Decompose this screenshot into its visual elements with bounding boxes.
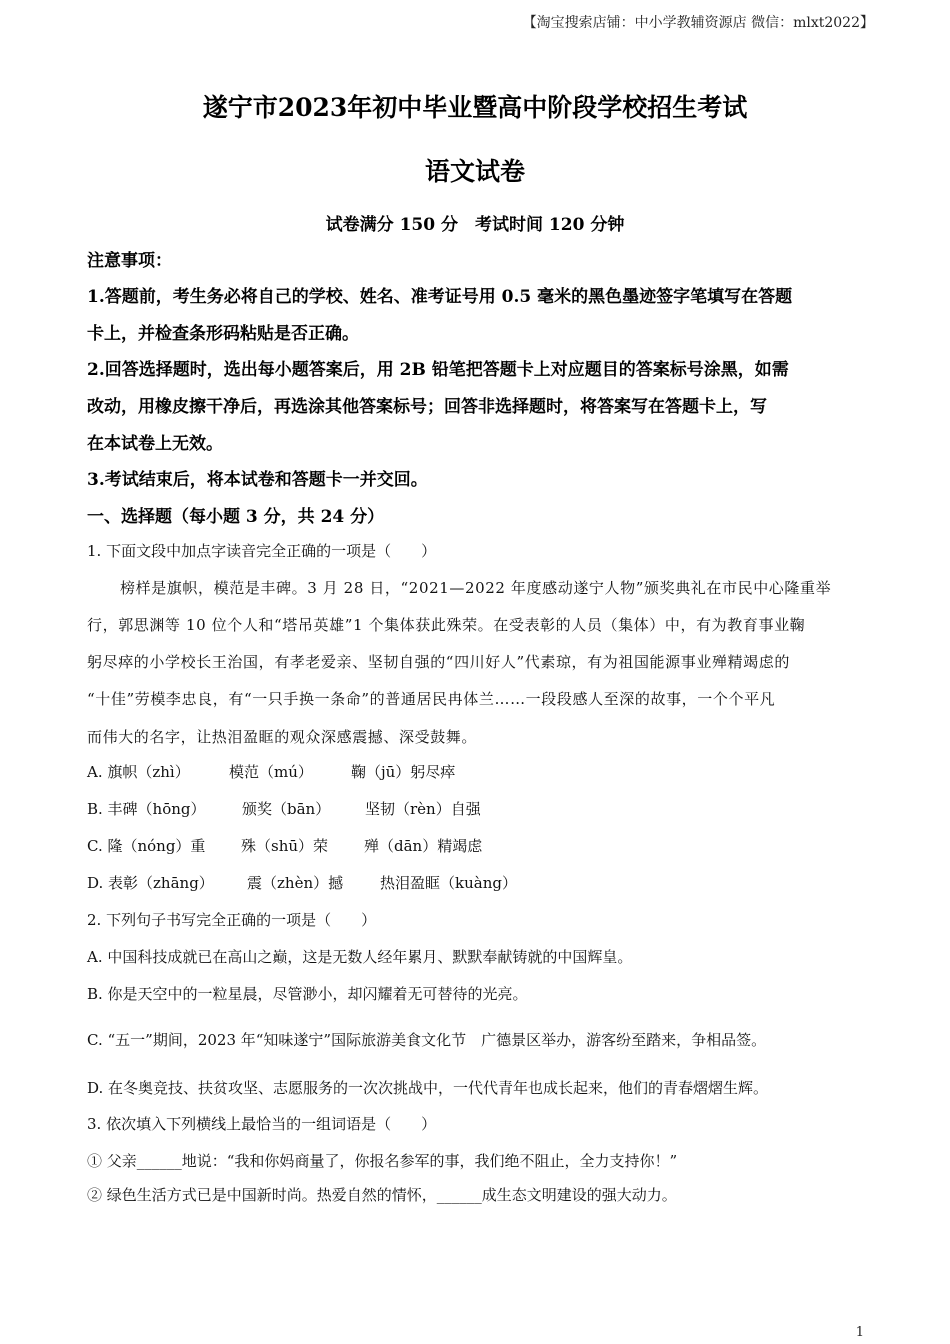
question-3-line-2: ② 绿色生活方式已是中国新时尚。热爱自然的情怀，______成生态文明建设的强大动力。 <box>87 1186 677 1204</box>
question-1-option-b <box>87 798 481 819</box>
option-part: C. 隆（nóng）重 <box>87 837 206 855</box>
option-part: 模范（mú） <box>229 763 313 781</box>
option-part: 殚（dān）精竭虑 <box>364 837 483 855</box>
exam-info: 试卷满分 150 分 考试时间 120 分钟 <box>325 215 625 235</box>
question-1-option-c <box>87 835 482 856</box>
option-part: A. 旗帜（zhì） <box>87 763 190 781</box>
question-1-stem: 1. 下面文段中加点字读音完全正确的一项是（ ） <box>87 542 437 560</box>
notice-line: 2.回答选择题时，选出每小题答案后，用 2B 铅笔把答题卡上对应题目的答案标号涂黑，如需 <box>87 360 789 380</box>
passage-line: 而伟大的名字，让热泪盈眶的观众深感震撼、深受鼓舞。 <box>87 728 478 746</box>
question-2-option-a: A. 中国科技成就已在高山之巅，这是无数人经年累月、默默奉献铸就的中国辉皇。 <box>87 948 633 966</box>
notice-line: 3.考试结束后，将本试卷和答题卡一并交回。 <box>87 470 428 490</box>
notice-line: 在本试卷上无效。 <box>87 434 223 454</box>
question-1-option-a <box>87 761 455 782</box>
page-number: 1 <box>855 1325 864 1340</box>
question-1-option-d <box>87 872 517 893</box>
question-2-option-c: C. “五一”期间，2023 年“知味遂宁”国际旅游美食文化节 广德景区举办，游客纷至踏来，争相品签。 <box>87 1031 767 1049</box>
option-part: B. 丰碑（hōng） <box>87 800 206 818</box>
option-part: 热泪盈眶（kuàng） <box>380 874 517 892</box>
exam-title: 遂宁市2023年初中毕业暨高中阶段学校招生考试 <box>202 93 748 122</box>
option-part: D. 表彰（zhāng） <box>87 874 214 892</box>
notice-line: 改动，用橡皮擦干净后，再选涂其他答案标号；回答非选择题时，将答案写在答题卡上，写 <box>87 397 767 417</box>
question-2-option-d: D. 在冬奥竞技、扶贫攻坚、志愿服务的一次次挑战中，一代代青年也成长起来，他们的青春熠熠生辉。 <box>87 1079 769 1097</box>
option-part: 震（zhèn）撼 <box>247 874 344 892</box>
question-3-stem: 3. 依次填入下列横线上最恰当的一组词语是（ ） <box>87 1115 437 1133</box>
header-note: 【淘宝搜索店铺：中小学教辅资源店 微信：mlxt2022】 <box>522 15 874 31</box>
passage-line: “十佳”劳模李忠良，有“一只手换一条命”的普通居民冉体兰……一段段感人至深的故事，一个个平凡 <box>87 690 776 708</box>
option-part: 殊（shū）荣 <box>241 837 329 855</box>
option-part: 颁奖（bān） <box>242 800 331 818</box>
notice-line: 卡上，并检查条形码粘贴是否正确。 <box>87 324 359 344</box>
notice-heading: 注意事项： <box>87 251 172 271</box>
notice-line: 1.答题前，考生务必将自己的学校、姓名、准考证号用 0.5 毫米的黑色墨迹签字笔填写在答题 <box>87 287 793 307</box>
question-2-option-b: B. 你是天空中的一粒星晨，尽管渺小，却闪耀着无可替待的光亮。 <box>87 985 528 1003</box>
passage-line: 榜样是旗帜，模范是丰碑。3 月 28 日，“2021—2022 年度感动遂宁人物”颁奖典礼在市民中心隆重举 <box>120 579 832 597</box>
passage-line: 躬尽瘁的小学校长王治国，有孝老爱亲、坚韧自强的“四川好人”代素琼，有为祖国能源事业殚精竭虑的 <box>87 653 790 671</box>
option-part: 坚韧（rèn）自强 <box>365 800 481 818</box>
question-3-line-1: ① 父亲______地说：“我和你妈商量了，你报名参军的事，我们绝不阻止，全力支持你！” <box>87 1152 678 1170</box>
option-part: 鞠（jū）躬尽瘁 <box>351 763 456 781</box>
exam-subtitle: 语文试卷 <box>424 157 525 186</box>
passage-line: 行，郭思渊等 10 位个人和“塔吊英雄”1 个集体获此殊荣。在受表彰的人员（集体）中，有为教育事业鞠 <box>87 616 806 634</box>
question-2-stem: 2. 下列句子书写完全正确的一项是（ ） <box>87 911 377 929</box>
section-heading: 一、选择题（每小题 3 分，共 24 分） <box>87 507 385 527</box>
